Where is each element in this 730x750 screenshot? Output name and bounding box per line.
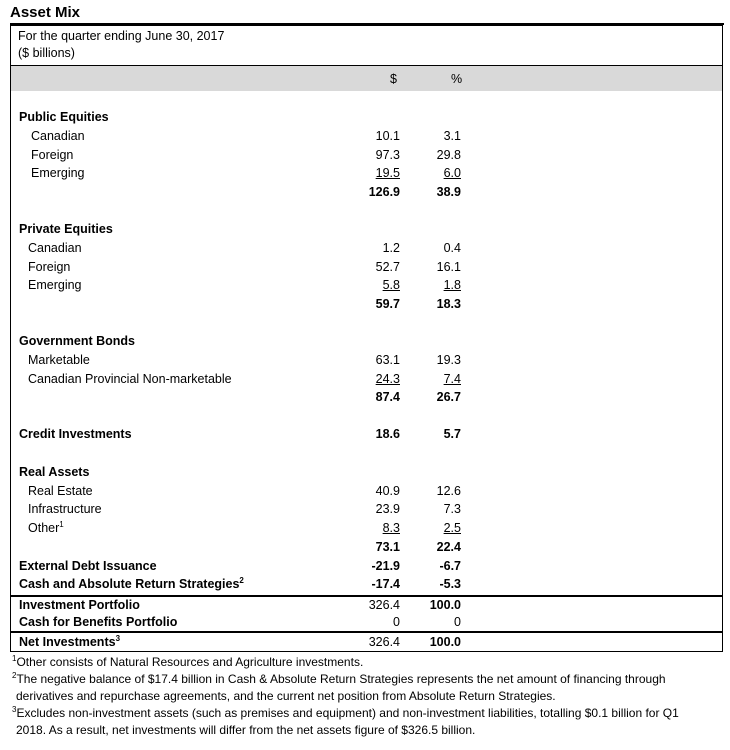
row-dollars: 326.4 <box>368 598 400 612</box>
footnote <box>12 655 363 669</box>
row-label: Emerging <box>31 166 85 180</box>
row-dollars: 52.7 <box>375 260 400 274</box>
row-dollars: 0 <box>393 615 400 629</box>
row-dollars: 326.4 <box>368 635 400 649</box>
row-label: Infrastructure <box>28 502 102 516</box>
section-heading: Real Assets <box>19 465 90 479</box>
row-label-text: Net Investments <box>19 635 116 649</box>
row-label: Credit Investments <box>19 427 132 441</box>
subtitle-period: For the quarter ending June 30, 2017 <box>18 29 225 43</box>
footnote-ref: 1 <box>59 519 64 529</box>
row-percent: 0 <box>454 615 461 629</box>
row-label: Canadian <box>31 129 85 143</box>
section-heading-row <box>0 465 730 483</box>
column-header-percent: % <box>451 72 463 86</box>
footnote-continuation: derivatives and repurchase agreements, and the current net position from Absolute Return Strategies. <box>16 689 556 703</box>
row-percent: -6.7 <box>439 559 461 573</box>
row-dollars: 5.8 <box>382 278 400 292</box>
row-percent: 0.4 <box>443 241 461 255</box>
row-divider <box>11 595 722 597</box>
subtotal-dollars: 87.4 <box>375 390 400 404</box>
row-percent: 6.0 <box>443 166 461 180</box>
table-row <box>0 148 730 166</box>
row-dollars: -17.4 <box>371 577 400 591</box>
row-label <box>19 635 120 649</box>
section-heading: Government Bonds <box>19 334 135 348</box>
column-header-band <box>11 66 722 91</box>
row-label <box>28 521 64 535</box>
row-label-text: Other <box>28 521 60 535</box>
row-percent: 100.0 <box>429 635 461 649</box>
row-dollars: 18.6 <box>375 427 400 441</box>
subtitle-units: ($ billions) <box>18 46 75 60</box>
subtotal-percent: 18.3 <box>436 297 461 311</box>
row-dollars: 1.2 <box>382 241 400 255</box>
row-percent: 16.1 <box>436 260 461 274</box>
section-heading-row <box>0 110 730 128</box>
table-row <box>0 427 730 445</box>
row-percent: -5.3 <box>439 577 461 591</box>
row-dollars: 40.9 <box>375 484 400 498</box>
row-label: Foreign <box>28 260 71 274</box>
table-row <box>0 484 730 502</box>
row-percent: 3.1 <box>443 129 461 143</box>
table-row <box>0 521 730 539</box>
row-label: Real Estate <box>28 484 93 498</box>
row-label: Canadian Provincial Non-marketable <box>28 372 232 386</box>
section-heading: Private Equities <box>19 222 113 236</box>
table-row <box>0 353 730 371</box>
table-row <box>0 129 730 147</box>
table-row <box>0 502 730 520</box>
footnote-mark: 2 <box>12 671 17 680</box>
table-row <box>0 372 730 390</box>
row-dollars: 19.5 <box>375 166 400 180</box>
footnote <box>12 672 666 686</box>
row-percent: 7.4 <box>443 372 461 386</box>
row-dollars: 8.3 <box>382 521 400 535</box>
table-row <box>0 559 730 577</box>
subtotal-dollars: 126.9 <box>368 185 400 199</box>
subtotal-row <box>0 540 730 558</box>
subtotal-dollars: 59.7 <box>375 297 400 311</box>
row-dollars: 23.9 <box>375 502 400 516</box>
table-row <box>0 241 730 259</box>
table-row <box>0 598 730 616</box>
row-label-text: Cash and Absolute Return Strategies <box>19 577 240 591</box>
footnote-ref: 2 <box>239 575 244 585</box>
row-dollars: 97.3 <box>375 148 400 162</box>
row-label: Marketable <box>28 353 90 367</box>
row-percent: 100.0 <box>429 598 461 612</box>
row-label: Investment Portfolio <box>19 598 140 612</box>
subtotal-row <box>0 390 730 408</box>
subtotal-row <box>0 185 730 203</box>
subtotal-dollars: 73.1 <box>375 540 400 554</box>
table-row <box>0 260 730 278</box>
row-percent: 7.3 <box>443 502 461 516</box>
subtotal-percent: 26.7 <box>436 390 461 404</box>
row-label: Emerging <box>28 278 82 292</box>
section-heading-row <box>0 222 730 240</box>
column-header-dollars: $ <box>390 72 397 86</box>
footnote <box>12 706 679 720</box>
row-label: Cash for Benefits Portfolio <box>19 615 178 629</box>
footnote-continuation: 2018. As a result, net investments will differ from the net assets figure of $326.5 billion. <box>16 723 476 737</box>
footnote-ref: 3 <box>115 633 121 643</box>
row-dollars: -21.9 <box>371 559 400 573</box>
section-heading-row <box>0 334 730 352</box>
row-label: Foreign <box>31 148 74 162</box>
table-row <box>0 166 730 184</box>
row-label: External Debt Issuance <box>19 559 157 573</box>
row-percent: 2.5 <box>443 521 461 535</box>
subtotal-row <box>0 297 730 315</box>
row-divider <box>11 631 722 633</box>
footnote-text: The negative balance of $17.4 billion in Cash & Absolute Return Strategies represents the net amount of financing through <box>16 672 666 686</box>
page-title: Asset Mix <box>10 4 81 21</box>
row-label: Canadian <box>28 241 82 255</box>
row-dollars: 63.1 <box>375 353 400 367</box>
table-row <box>0 278 730 296</box>
row-dollars: 24.3 <box>375 372 400 386</box>
table-row <box>0 577 730 595</box>
subtotal-percent: 38.9 <box>436 185 461 199</box>
row-percent: 12.6 <box>436 484 461 498</box>
table-row <box>0 635 730 653</box>
row-percent: 5.7 <box>443 427 461 441</box>
row-percent: 29.8 <box>436 148 461 162</box>
row-percent: 19.3 <box>436 353 461 367</box>
footnote-text: Other consists of Natural Resources and Agriculture investments. <box>16 655 364 669</box>
footnote-text: Excludes non-investment assets (such as premises and equipment) and non-investment liabilities, totalling $0.1 billion for Q1 <box>16 706 679 720</box>
row-dollars: 10.1 <box>375 129 400 143</box>
row-percent: 1.8 <box>443 278 461 292</box>
footnote-mark: 1 <box>12 654 17 663</box>
row-label <box>19 577 244 591</box>
section-heading: Public Equities <box>19 110 109 124</box>
footnote-mark: 3 <box>12 705 17 714</box>
subtotal-percent: 22.4 <box>436 540 461 554</box>
